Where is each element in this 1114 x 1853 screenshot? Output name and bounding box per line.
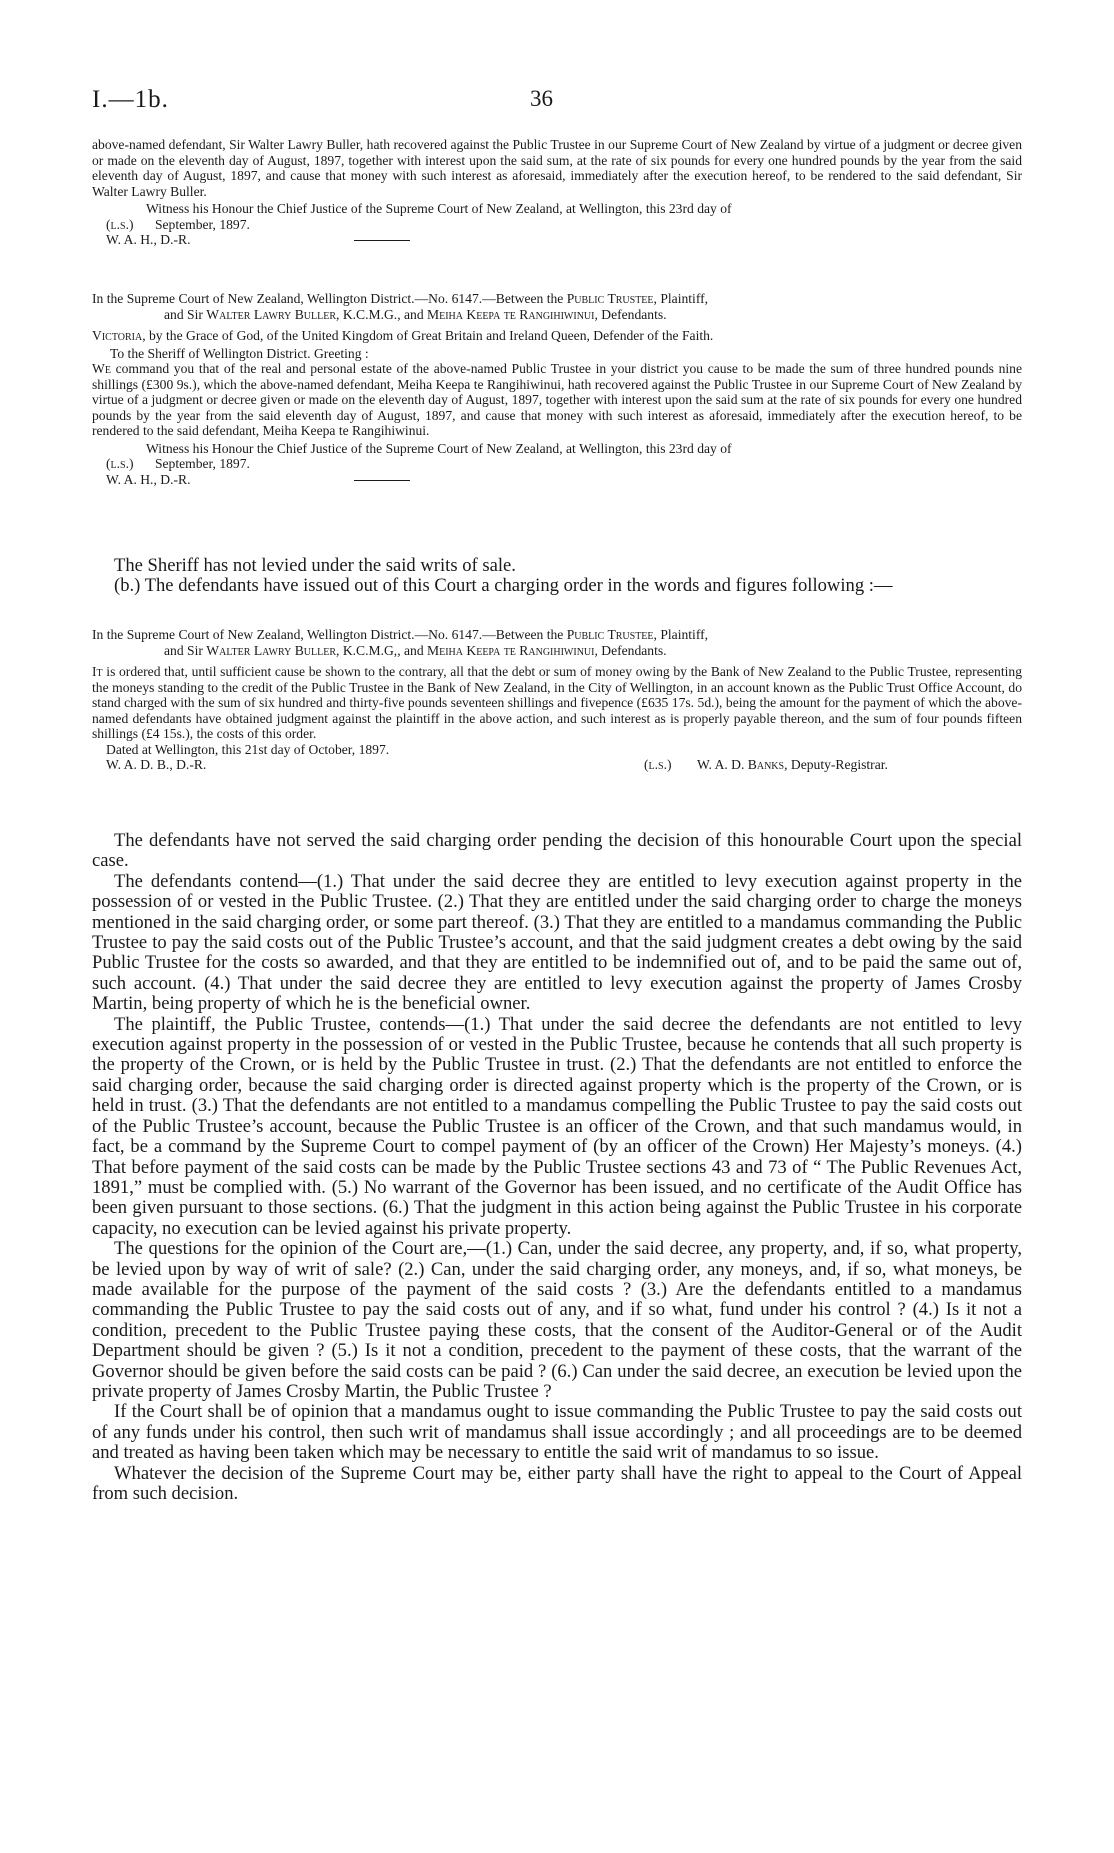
writ-one-date: September, 1897. [154, 216, 250, 232]
paragraph: The defendants have not served the said charging order pending the decision of this honourable Court upon the special case. [92, 830, 1022, 872]
paragraph: The questions for the opinion of the Court are,—(1.) Can, under the said decree, any property, and, if so, what property, be levied upon by way of writ of sale? (2.) Can, under the said charging order, any moneys, and, if so, what moneys, be made available for the purpose of the payment of the said costs ? (3.) Are the defendants entitled to a mandamus commanding the Public Trustee to pay the said costs out of any, and if so what, fund under his control ? (4.) Is it not a condition, precedent to the Public Trustee paying these costs, that the consent of the Auditor-General or of the Audit Department should be given ? (5.) Is it not a condition, precedent to the payment of these costs, that the warrant of the Governor should be given before the said costs can be paid ? (6.) Can under the said decree, an execution be levied upon the private property of James Crosby Martin, the Public Trustee ? [92, 1238, 1022, 1402]
writ-one-witness: Witness his Honour the Chief Justice of the Supreme Court of New Zealand, at Wellington, this 23rd day of [146, 201, 732, 216]
writ-one-seal-line [106, 217, 1022, 233]
writ-two-body [92, 361, 1022, 439]
caption-line: In the Supreme Court of New Zealand, Wellington District.—No. 6147.—Between the [92, 291, 564, 306]
body-text: command you that of the real and personal estate of the above-named Public Trustee in your district you cause to be made the sum of three hundred pounds nine shillings (£300 9s.), which the above-named defendant, Meiha Keepa te Rangihiwinui, hath recovered against the Public Trustee in our Supreme Court of New Zealand by virtue of a judgment or decree given or made on the eleventh day of August, 1897, together with interest upon the said sum at the rate of six pounds for every one hundred pounds by the year from the said eleventh day of August, 1897, and cause that money with such interest as aforesaid, immediately after the execution hereof, to be rendered to the said defendant, Meiha Keepa te Rangihiwinui. [92, 361, 1022, 438]
report-code: I.—1b. [92, 86, 169, 113]
seal-mark: (l.s.) [644, 757, 672, 772]
caption-end: , Defendants. [594, 306, 667, 322]
order-caption-2 [164, 643, 1022, 659]
writ-two-date: September, 1897. [154, 456, 250, 471]
writ-two-caption-2 [164, 307, 1022, 323]
registrar-name: W. A. D. Banks [696, 757, 785, 772]
writ-one [92, 137, 1022, 248]
order-caption [92, 627, 1022, 643]
charging-intro: (b.) The defendants have issued out of this Court a charging order in the words and figures following :— [114, 575, 893, 597]
we-word: We [92, 361, 111, 376]
writ-two [92, 291, 1022, 487]
writ-two-witness: Witness his Honour the Chief Justice of the Supreme Court of New Zealand, at Wellington, this 23rd day of [146, 440, 732, 456]
caption-suffix: , Plaintiff, [653, 291, 709, 306]
paragraph: The plaintiff, the Public Trustee, contends—(1.) That under the said decree the defendants are not entitled to levy execution against property in the possession of or vested in the Public Trustee, because he contends that all such property is the property of the Crown, or is held by the Public Trustee in trust. (2.) That the defendants are not entitled to enforce the said charging order, because the said charging order is directed against property which is the property of the Crown, or is held in trust. (3.) That the defendants are not entitled to a mandamus compelling the Public Trustee to pay the said costs out of the Public Trustee’s account, because the Public Trustee is an officer of the Crown, and that such mandamus would, in fact, be a command by the Supreme Court to compel payment of (by an officer of the Crown) Her Majesty’s moneys. (4.) That before payment of the said costs can be made by the Public Trustee sections 43 and 73 of “ The Public Revenues Act, 1891,” must be complied with. (5.) No warrant of the Governor has been issued, and no certificate of the Audit Office has been given pursuant to those sections. (6.) That the judgment in this action being against the Public Trustee in his corporate capacity, no execution can be levied against his private property. [92, 1013, 1022, 1239]
writ-two-caption [92, 291, 1022, 307]
seal-mark: (l.s.) [106, 456, 134, 471]
paragraph: The defendants contend—(1.) That under the said decree they are entitled to levy execution against property in the possession of or vested in the Public Trustee. (2.) That they are entitled under the said charging order to charge the moneys mentioned in the said charging order, or some part thereof. (3.) That they are entitled to a mandamus commanding the Public Trustee to pay the said costs out of the Public Trustee’s account, and that the said judgment creates a debt owing by the said Public Trustee for the costs so awarded, and that they are entitled to be indemnified out of, and to be paid the same out of, such account. (4.) That under the said decree they are entitled to levy execution against the property of James Crosby Martin, being property of which he is the beneficial owner. [92, 870, 1022, 1015]
caption-mid: , K.C.M.G,, and [336, 642, 424, 658]
sheriff-paragraph: The Sheriff has not levied under the said writs of sale. [114, 555, 516, 576]
body-text: is ordered that, until sufficient cause be shown to the contrary, all that the debt or sum of money owing by the Bank of New Zealand to the Public Trustee, representing the moneys standing to the credit of the Public Trustee in the Bank of New Zealand, in the City of Wellington, in an account known as the Public Trust Office Account, do stand charged with the sum of six hundred and thirty-five pounds seventeen shillings and fivepence (£635 17s. 5d.), being the amount for the payment of which the above-named defendants have obtained judgment against the plaintiff in the above action, and such interest as is properly payable thereon, and the sum of four pounds fifteen shillings (£4 15s.), the costs of this order. [92, 664, 1022, 741]
caption-suffix: , Plaintiff, [653, 627, 709, 642]
plaintiff-name: Public Trustee [566, 291, 654, 306]
seal-mark: (l.s.) [106, 216, 134, 232]
order-dated: Dated at Wellington, this 21st day of October, 1897. [106, 741, 390, 757]
writ-one-initials: W. A. H., D.-R. [106, 232, 191, 247]
to-sheriff: To the Sheriff of Wellington District. Greeting : [110, 345, 369, 361]
charging-intro-block [92, 556, 1022, 597]
defendant-name: Meiha Keepa te Rangihiwinui [427, 306, 595, 322]
paragraph: Whatever the decision of the Supreme Court may be, either party shall have the right to appeal to the Court of Appeal from such decision. [92, 1462, 1022, 1504]
divider-rule [354, 240, 410, 241]
registrar-title: , Deputy-Registrar. [784, 757, 888, 772]
order-body [92, 664, 1022, 742]
writ-two-preamble [92, 328, 1022, 344]
writ-two-initials-line [106, 472, 1022, 488]
grace-text: , by the Grace of God, of the United Kingdom of Great Britain and Ireland Queen, Defender of the Faith. [142, 328, 714, 343]
page-number: 36 [530, 86, 553, 111]
defendant-name: Walter Lawry Buller [206, 642, 337, 658]
writ-two-initials: W. A. H., D.-R. [106, 471, 191, 487]
writ-one-initials-line [106, 232, 1022, 248]
caption-line: In the Supreme Court of New Zealand, Wellington District.—No. 6147.—Between the [92, 627, 564, 642]
it-word: It [92, 664, 103, 679]
defendant-name: Meiha Keepa te Rangihiwinui [427, 642, 595, 658]
sovereign-name: Victoria [92, 328, 143, 343]
caption-prefix: and Sir [164, 306, 203, 322]
writ-two-seal-line [106, 456, 1022, 472]
main-paragraphs [92, 831, 1022, 1504]
plaintiff-name: Public Trustee [566, 627, 654, 642]
charging-order [92, 627, 1022, 773]
writ-one-text: above-named defendant, Sir Walter Lawry Buller, hath recovered against the Public Trustee in our Supreme Court of New Zealand by virtue of a judgment or decree given or made on the eleventh day of August, 1897, together with interest upon the said sum, at the rate of six pounds for every one hundred pounds by the year from the said eleventh day of August, 1897, and cause that money with such interest as aforesaid, immediately after the execution hereof, to be rendered to the said defendant, Sir Walter Lawry Buller. [92, 137, 1022, 199]
defendant-name: Walter Lawry Buller [206, 306, 337, 322]
divider-rule [354, 480, 410, 481]
page-header [92, 86, 1022, 120]
order-registrar [644, 757, 888, 773]
order-initials: W. A. D. B., D.-R. [106, 757, 207, 772]
order-signature-line [106, 757, 1022, 773]
caption-end: , Defendants. [594, 642, 667, 658]
caption-prefix: and Sir [164, 642, 203, 658]
caption-mid: , K.C.M.G., and [336, 306, 424, 322]
paragraph: If the Court shall be of opinion that a mandamus ought to issue commanding the Public Trustee to pay the said costs out of any funds under his control, then such writ of mandamus shall issue accordingly ; and all proceedings are to be deemed and treated as having been taken which may be necessary to entitle the said writ of mandamus to so issue. [92, 1401, 1022, 1464]
